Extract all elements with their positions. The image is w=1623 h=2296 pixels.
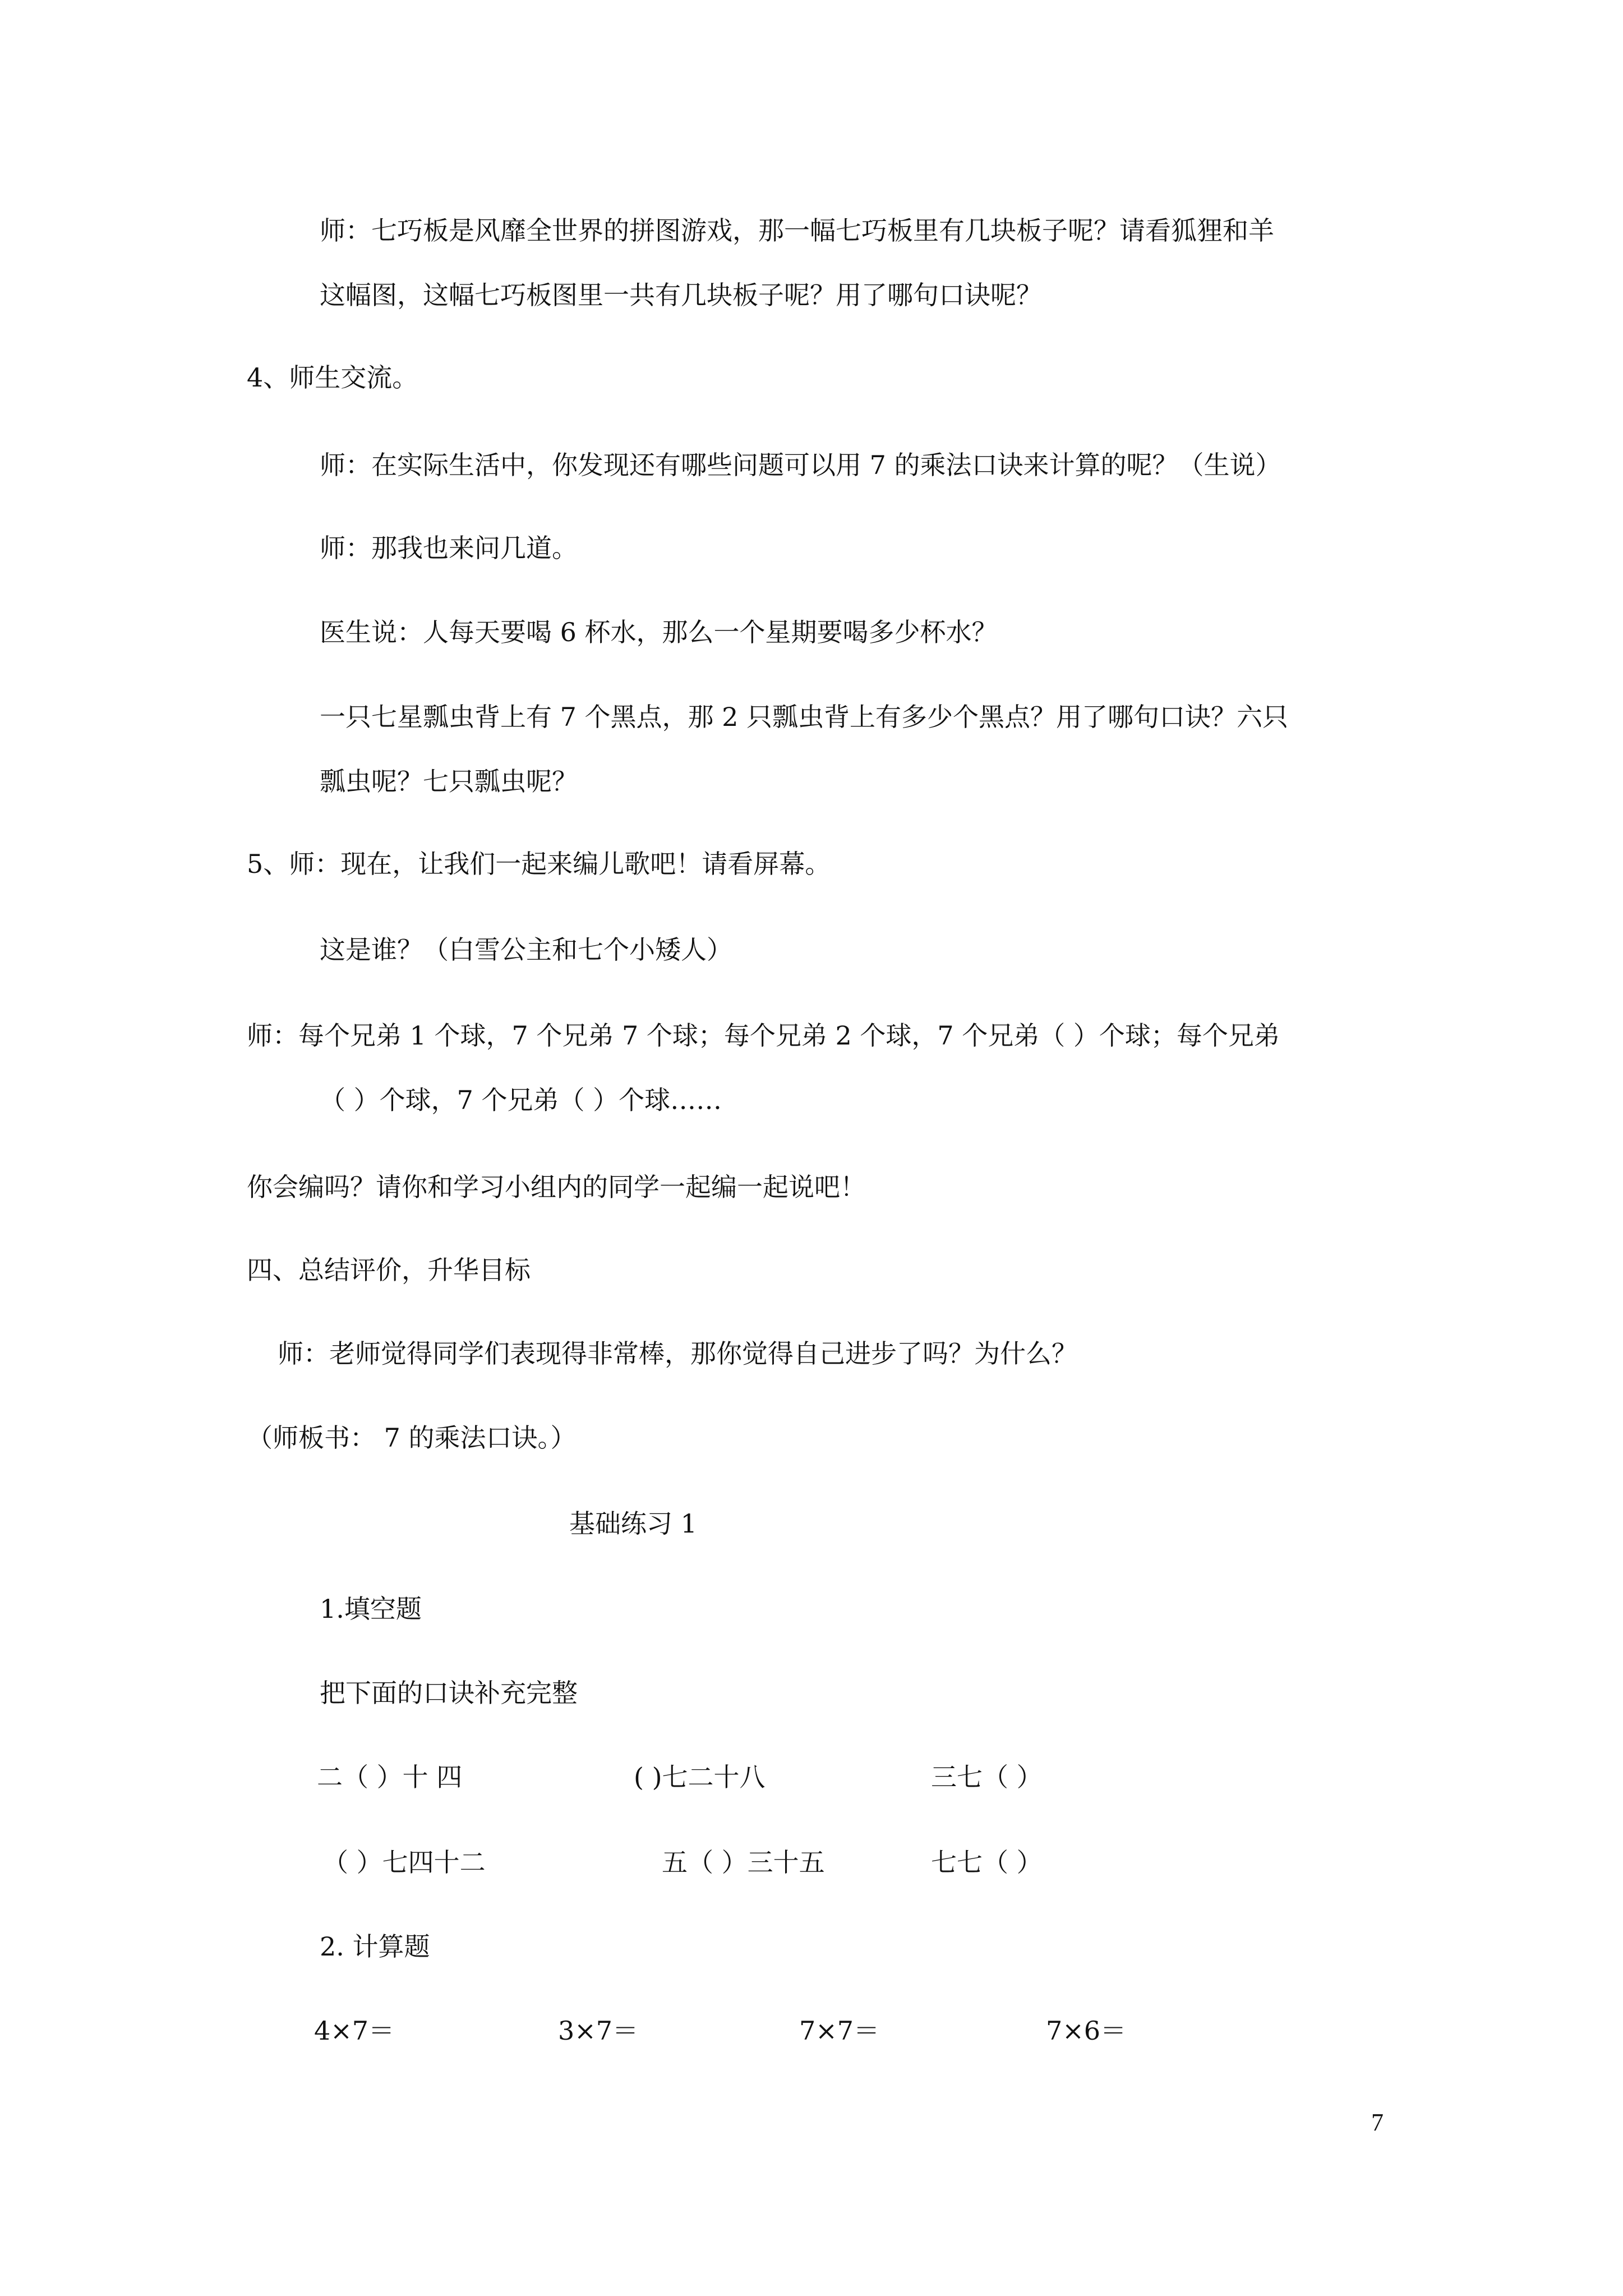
paragraph-line: 师：七巧板是风靡全世界的拼图游戏，那一幅七巧板里有几块板子呢？请看狐狸和羊 — [320, 215, 1274, 246]
section-heading: 四、总结评价，升华目标 — [247, 1255, 531, 1285]
paragraph-line: 你会编吗？请你和学习小组内的同学一起编一起说吧！ — [247, 1172, 866, 1202]
fill-blank-item: （ ）七四十二 — [322, 1847, 486, 1878]
list-heading: 5、师：现在，让我们一起来编儿歌吧！请看屏幕。 — [247, 849, 831, 879]
paragraph-line: 这幅图，这幅七巧板图里一共有几块板子呢？用了哪句口诀呢？ — [320, 280, 1042, 310]
paragraph-line: （ ）个球，7 个兄弟（ ）个球…… — [320, 1085, 722, 1115]
question-title: 1.填空题 — [320, 1594, 422, 1624]
fill-blank-item: 三七（ ） — [931, 1762, 1043, 1792]
fill-blank-item: ( )七二十八 — [634, 1762, 766, 1792]
calculation-item: 7×6＝ — [1046, 2016, 1127, 2046]
paragraph-line: 师：那我也来问几道。 — [320, 533, 578, 563]
fill-blank-item: 七七（ ） — [931, 1847, 1043, 1878]
paragraph-line: （师板书： 7 的乘法口诀。） — [247, 1423, 577, 1453]
fill-blank-item: 二（ ）十 四 — [317, 1762, 463, 1792]
paragraph-line: 一只七星瓢虫背上有 7 个黑点，那 2 只瓢虫背上有多少个黑点？用了哪句口诀？六只 — [320, 702, 1289, 732]
exercise-title: 基础练习 1 — [569, 1508, 697, 1539]
paragraph-line: 医生说：人每天要喝 6 杯水，那么一个星期要喝多少杯水？ — [320, 617, 998, 647]
calculation-item: 3×7＝ — [558, 2016, 639, 2046]
page-number: 7 — [1371, 2109, 1384, 2136]
paragraph-line: 这是谁？（白雪公主和七个小矮人） — [320, 935, 732, 965]
paragraph-line: 师：在实际生活中，你发现还有哪些问题可以用 7 的乘法口诀来计算的呢？（生说） — [320, 450, 1281, 480]
list-heading: 4、师生交流。 — [247, 362, 418, 393]
fill-blank-item: 五（ ）三十五 — [662, 1847, 825, 1878]
question-instruction: 把下面的口诀补充完整 — [320, 1678, 578, 1708]
calculation-item: 4×7＝ — [314, 2016, 395, 2046]
paragraph-line: 瓢虫呢？七只瓢虫呢？ — [320, 766, 578, 797]
paragraph-line: 师：老师觉得同学们表现得非常棒，那你觉得自己进步了吗？为什么？ — [278, 1338, 1077, 1369]
calculation-item: 7×7＝ — [799, 2016, 880, 2046]
question-title: 2. 计算题 — [320, 1931, 430, 1962]
paragraph-line: 师：每个兄弟 1 个球，7 个兄弟 7 个球；每个兄弟 2 个球，7 个兄弟（ ）个球；每个兄弟 — [247, 1020, 1280, 1051]
